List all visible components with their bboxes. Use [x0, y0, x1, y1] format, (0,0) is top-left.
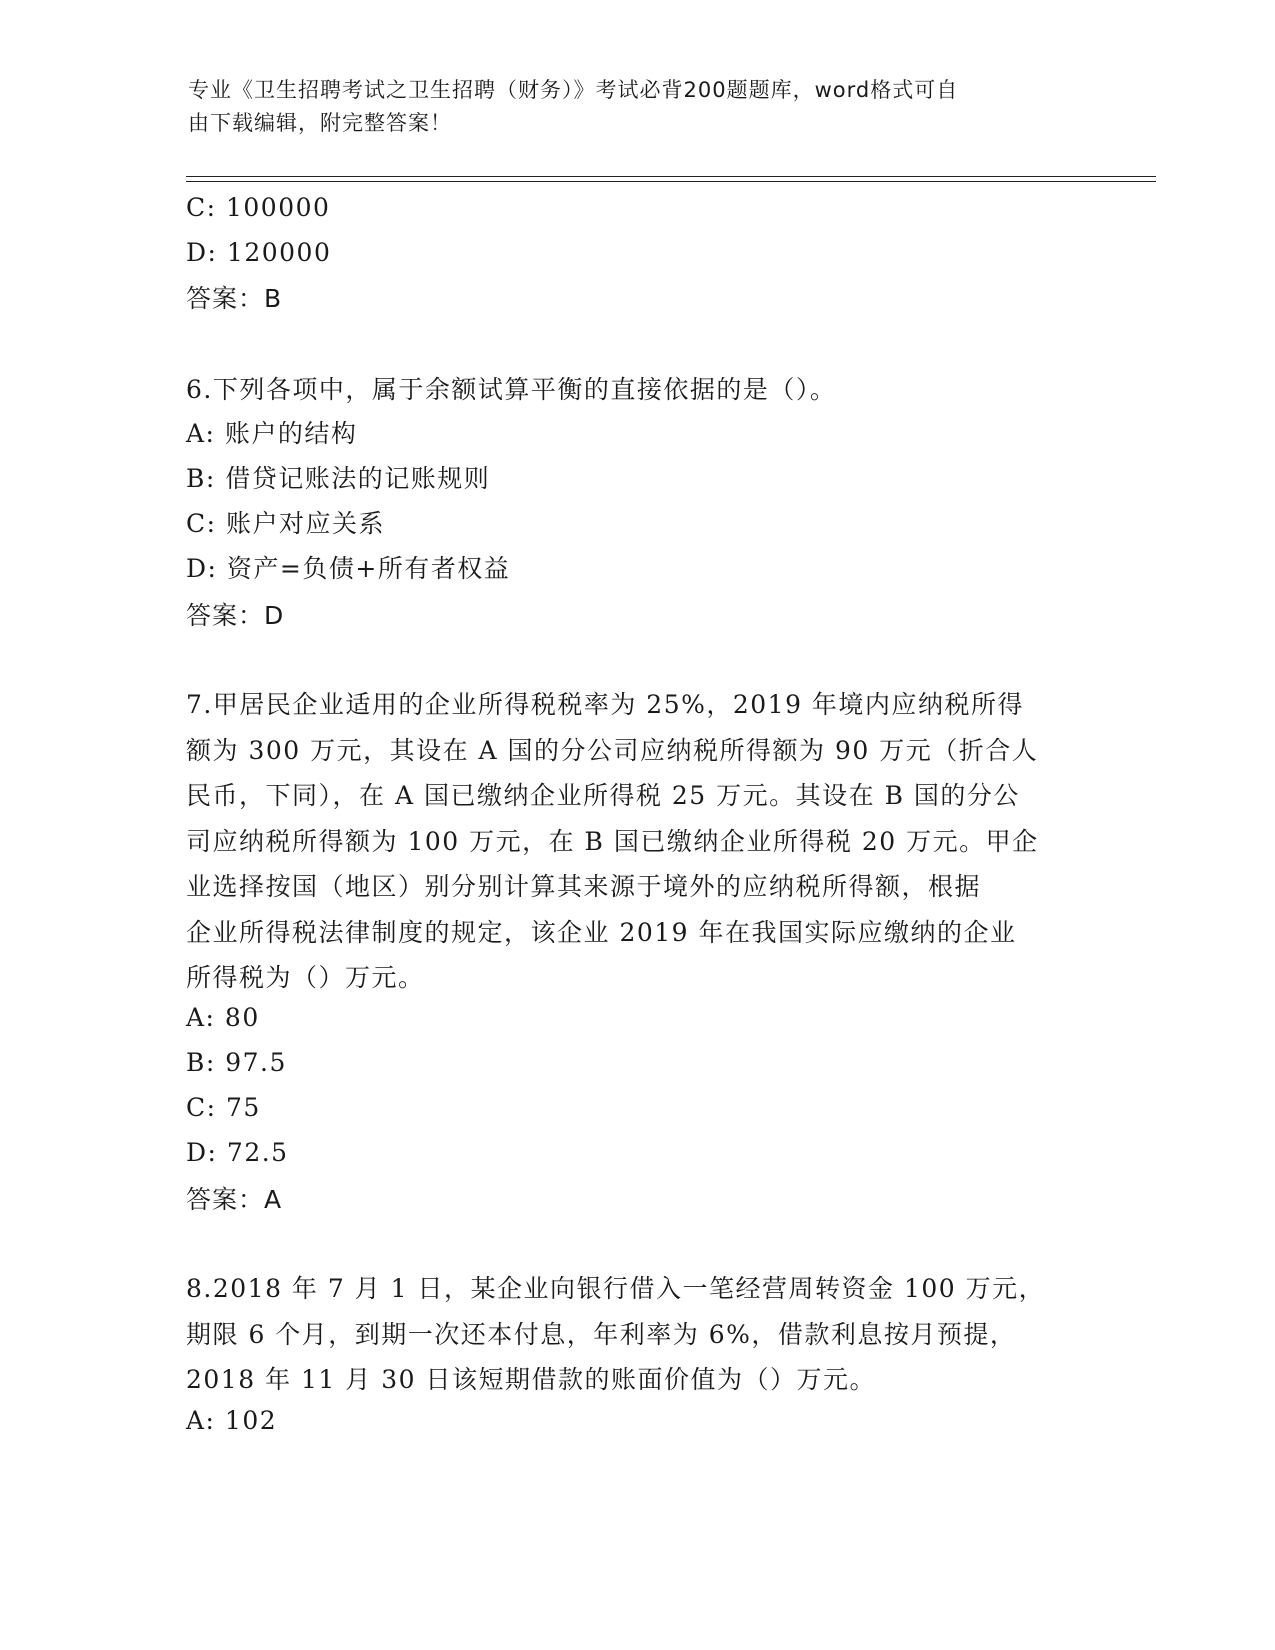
- header-title-line-2: 由下载编辑，附完整答案！: [188, 111, 452, 135]
- q7-stem-line: 额为 300 万元，其设在 A 国的分公司应纳税所得额为 90 万元（折合人: [186, 735, 1039, 765]
- q8-option-a: A: 102: [186, 1406, 278, 1435]
- header-divider-top: [186, 176, 1156, 177]
- q6-option-c: C: 账户对应关系: [186, 509, 385, 538]
- q7-stem-line: 7.甲居民企业适用的企业所得税税率为 25%，2019 年境内应纳税所得: [186, 690, 1024, 719]
- q7-stem-line: 司应纳税所得额为 100 万元，在 B 国已缴纳企业所得税 20 万元。甲企: [186, 826, 1039, 856]
- q5-option-d: D: 120000: [186, 238, 332, 267]
- q7-stem-line: 民币，下同），在 A 国已缴纳企业所得税 25 万元。其设在 B 国的分公: [186, 781, 1020, 810]
- q6-option-a: A: 账户的结构: [186, 419, 358, 448]
- q7-option-a: A: 80: [186, 1003, 260, 1032]
- q7-option-c: C: 75: [186, 1093, 261, 1122]
- q6-option-d: D: 资产=负债+所有者权益: [186, 554, 511, 583]
- q7-stem-line: 业选择按国（地区）别分别计算其来源于境外的应纳税所得额，根据: [186, 872, 982, 901]
- document-header: [188, 74, 1068, 140]
- header-divider-bottom: [186, 181, 1156, 182]
- q6-answer: 答案：D: [186, 601, 285, 630]
- q7-option-d: D: 72.5: [186, 1138, 289, 1167]
- q7-stem: [186, 682, 1081, 1001]
- q8-stem-line: 8.2018 年 7 月 1 日，某企业向银行借入一笔经营周转资金 100 万元，: [186, 1274, 1046, 1303]
- q7-stem-line: 所得税为（）万元。: [186, 963, 425, 992]
- q7-stem-line: 企业所得税法律制度的规定，该企业 2019 年在我国实际应缴纳的企业: [186, 917, 1017, 947]
- header-title-line-1: 专业《卫生招聘考试之卫生招聘（财务）》考试必背200题题库，word格式可自: [188, 78, 959, 102]
- q6-option-b: B: 借贷记账法的记账规则: [186, 464, 491, 493]
- q7-option-b: B: 97.5: [186, 1048, 287, 1077]
- q5-answer: 答案：B: [186, 284, 283, 313]
- q8-stem: [186, 1266, 1081, 1403]
- q8-stem-line: 期限 6 个月，到期一次还本付息，年利率为 6%，借款利息按月预提，: [186, 1319, 1017, 1349]
- q7-answer: 答案：A: [186, 1185, 283, 1214]
- q8-stem-line: 2018 年 11 月 30 日该短期借款的账面价值为（）万元。: [186, 1365, 876, 1394]
- q6-stem: 6.下列各项中，属于余额试算平衡的直接依据的是（）。: [186, 375, 837, 404]
- q5-option-c: C: 100000: [186, 193, 331, 222]
